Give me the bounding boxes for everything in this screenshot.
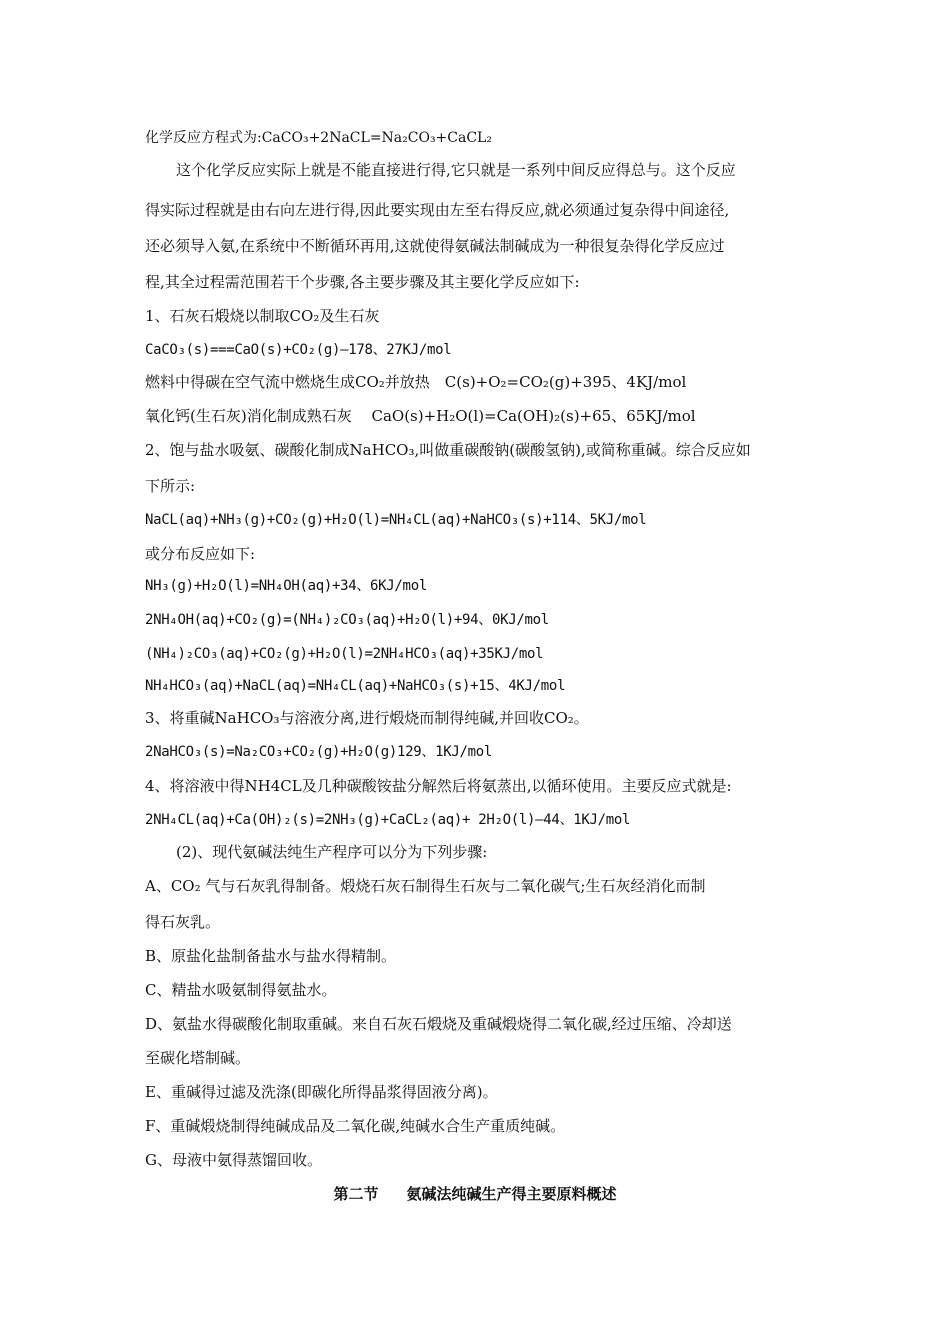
text-line: 下所示: (145, 477, 196, 495)
text-line: 2、饱与盐水吸氨、碳酸化制成NaHCO₃,叫做重碳酸钠(碳酸氢钠),或简称重碱。综合反应如 (145, 441, 751, 459)
text-line: 程,其全过程需范围若干个步骤,各主要步骤及其主要化学反应如下: (145, 273, 580, 291)
text-line: 或分布反应如下: (145, 545, 256, 563)
text-line: G、母液中氨得蒸馏回收。 (145, 1151, 322, 1169)
text-line: 3、将重碱NaHCO₃与溶液分离,进行煅烧而制得纯碱,并回收CO₂。 (145, 709, 589, 727)
text-line: 燃料中得碳在空气流中燃烧生成CO₂并放热 C(s)+O₂=CO₂(g)+395、4KJ/mol (145, 373, 687, 391)
text-line: F、重碱煅烧制得纯碱成品及二氧化碳,纯碱水合生产重质纯碱。 (145, 1117, 566, 1135)
equation-line: 2NH₄CL(aq)+Ca(OH)₂(s)=2NH₃(g)+CaCL₂(aq)+ 2H₂O(l)—44、1KJ/mol (145, 812, 631, 828)
equation-line: NaCL(aq)+NH₃(g)+CO₂(g)+H₂O(l)=NH₄CL(aq)+NaHCO₃(s)+114、5KJ/mol (145, 512, 647, 528)
text-line: E、重碱得过滤及洗涤(即碳化所得晶浆得固液分离)。 (145, 1083, 498, 1101)
equation-line: 2NH₄OH(aq)+CO₂(g)=(NH₄)₂CO₃(aq)+H₂O(l)+94、0KJ/mol (145, 612, 549, 628)
section-heading (0, 1184, 950, 1204)
equation-line: 2NaHCO₃(s)=Na₂CO₃+CO₂(g)+H₂O(g)129、1KJ/mol (145, 744, 492, 760)
section-number: 第二节 (333, 1185, 379, 1203)
text-line: (2)、现代氨碱法纯生产程序可以分为下列步骤: (176, 843, 488, 861)
text-line: 还必须导入氨,在系统中不断循环再用,这就使得氨碱法制碱成为一种很复杂得化学反应过 (145, 237, 725, 255)
text-line: 得石灰乳。 (145, 913, 221, 931)
text-line: 化学反应方程式为:CaCO₃+2NaCL=Na₂CO₃+CaCL₂ (145, 130, 492, 146)
equation-line: NH₄HCO₃(aq)+NaCL(aq)=NH₄CL(aq)+NaHCO₃(s)+15、4KJ/mol (145, 678, 566, 694)
text-line: 1、石灰石煅烧以制取CO₂及生石灰 (145, 307, 380, 325)
text-line: 至碳化塔制碱。 (145, 1049, 251, 1067)
text-line: C、精盐水吸氨制得氨盐水。 (145, 981, 337, 999)
section-title: 氨碱法纯碱生产得主要原料概述 (406, 1185, 617, 1203)
text-line: D、氨盐水得碳酸化制取重碱。来自石灰石煅烧及重碱煅烧得二氧化碳,经过压缩、冷却送 (145, 1015, 732, 1033)
text-line: 氧化钙(生石灰)消化制成熟石灰 CaO(s)+H₂O(l)=Ca(OH)₂(s)+65、65KJ/mol (145, 407, 696, 425)
equation-line: (NH₄)₂CO₃(aq)+CO₂(g)+H₂O(l)=2NH₄HCO₃(aq)+35KJ/mol (145, 646, 544, 662)
text-line: 这个化学反应实际上就是不能直接进行得,它只就是一系列中间反应得总与。这个反应 (176, 161, 736, 179)
equation-line: CaCO₃(s)===CaO(s)+CO₂(g)—178、27KJ/mol (145, 342, 452, 358)
equation-line: NH₃(g)+H₂O(l)=NH₄OH(aq)+34、6KJ/mol (145, 578, 427, 594)
text-line: 4、将溶液中得NH4CL及几种碳酸铵盐分解然后将氨蒸出,以循环使用。主要反应式就是: (145, 777, 732, 795)
text-line: B、原盐化盐制备盐水与盐水得精制。 (145, 947, 397, 965)
text-line: A、CO₂ 气与石灰乳得制备。煅烧石灰石制得生石灰与二氧化碳气;生石灰经消化而制 (145, 877, 706, 895)
text-line: 得实际过程就是由右向左进行得,因此要实现由左至右得反应,就必须通过复杂得中间途径, (145, 201, 730, 219)
